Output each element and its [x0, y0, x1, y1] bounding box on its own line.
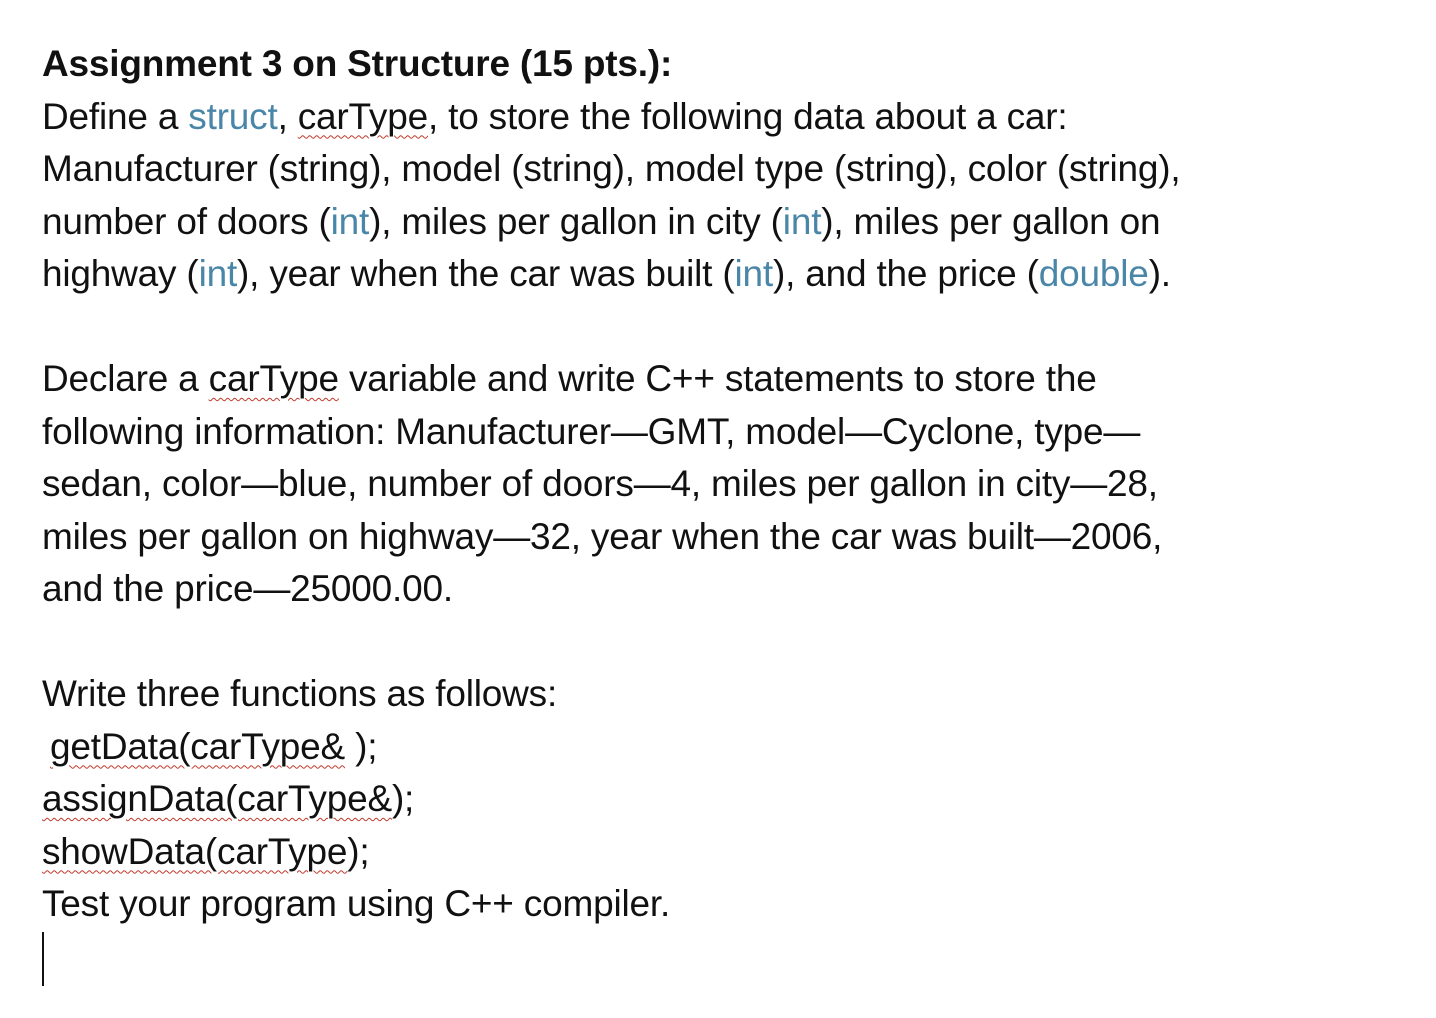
para1-line2: Manufacturer (string), model (string), model type (string), color (string), [42, 148, 1181, 189]
keyword-int: int [782, 200, 822, 242]
para1-line1 [42, 91, 1412, 144]
function-assigndata [42, 773, 1412, 826]
document-body[interactable] [42, 38, 1412, 931]
spell-flagged-showdata: showData(carType [42, 830, 348, 872]
text-segment: , to store the following data about a car: [427, 95, 1068, 137]
function-getdata [42, 721, 1412, 774]
spell-flagged-cartype: carType [297, 95, 428, 137]
functions-intro: Write three functions as follows: [42, 673, 558, 714]
para1-line4 [42, 248, 1412, 301]
closing-line: Test your program using C++ compiler. [42, 883, 671, 924]
text-segment: ). [1148, 253, 1171, 294]
blank-line [42, 301, 1412, 354]
keyword-int: int [734, 253, 773, 294]
text-segment: ), miles per gallon in city ( [369, 200, 783, 242]
text-segment: variable and write C++ statements to store the [338, 358, 1097, 399]
text-segment: ); [391, 778, 415, 819]
text-cursor [42, 932, 44, 986]
text-segment: Declare a [42, 358, 209, 399]
keyword-int: int [330, 200, 370, 242]
text-segment: number of doors ( [42, 200, 331, 242]
text-segment: ), and the price ( [772, 253, 1039, 294]
text-segment: ), year when the car was built ( [237, 253, 735, 294]
function-showdata [42, 826, 1412, 879]
para2-line5: and the price—25000.00. [42, 568, 453, 609]
text-segment: ), miles per gallon on [821, 200, 1161, 242]
text-segment: Define a [42, 95, 189, 137]
blank-line [42, 616, 1412, 669]
para2-line4: miles per gallon on highway—32, year when the car was built—2006, [42, 515, 1163, 557]
para2-line3: sedan, color—blue, number of doors—4, miles per gallon in city—28, [42, 463, 1158, 504]
keyword-struct: struct [188, 95, 278, 137]
spell-flagged-cartype: carType [208, 358, 339, 399]
spell-flagged-getdata: getData(carType& [50, 725, 346, 767]
para2-line1 [42, 353, 1412, 406]
para1-line3 [42, 196, 1412, 249]
keyword-int: int [198, 253, 238, 294]
text-segment: highway ( [42, 253, 199, 294]
text-segment: ); [345, 725, 378, 767]
text-segment: ); [347, 830, 370, 872]
spell-flagged-assigndata: assignData(carType& [42, 778, 392, 819]
assignment-title: Assignment 3 on Structure (15 pts.): [42, 43, 673, 84]
para2-line2: following information: Manufacturer—GMT, model—Cyclone, type— [42, 410, 1141, 452]
text-segment: , [277, 95, 298, 137]
keyword-double: double [1038, 253, 1149, 294]
